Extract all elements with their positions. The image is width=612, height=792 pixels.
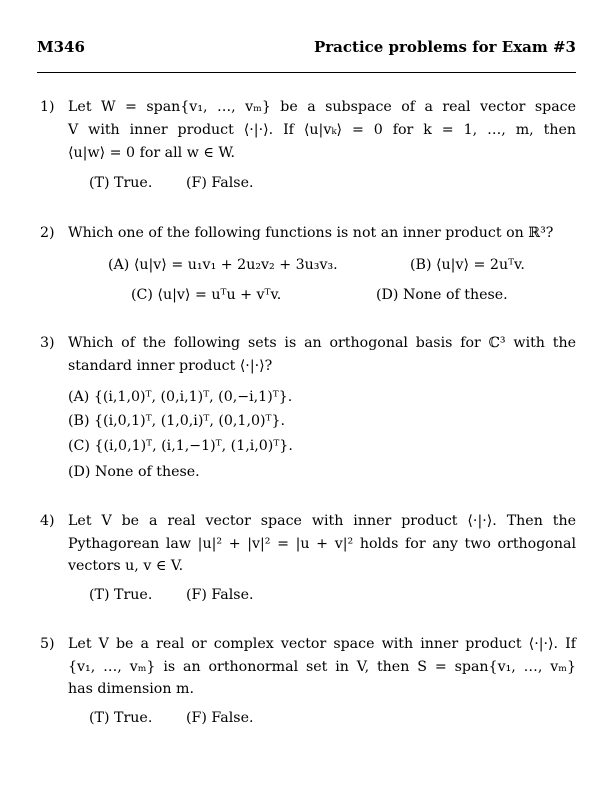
question-text: Let V be a real or complex vector space with inner product ⟨·|·⟩. If bbox=[68, 636, 576, 652]
question-number: 4) bbox=[40, 513, 55, 529]
question-text: ⟨u|w⟩ = 0 for all w ∈ W. bbox=[68, 145, 235, 161]
question-number: 5) bbox=[40, 636, 55, 652]
option-b: (B) ⟨u|v⟩ = 2uᵀv. bbox=[410, 257, 525, 273]
option-a: (A) ⟨u|v⟩ = u₁v₁ + 2u₂v₂ + 3u₃v₃. bbox=[108, 257, 338, 273]
question-text: Pythagorean law |u|² + |v|² = |u + v|² holds for any two orthogonal bbox=[68, 536, 576, 552]
question-text: V with inner product ⟨·|·⟩. If ⟨u|vₖ⟩ = 0 for k = 1, …, m, then bbox=[68, 122, 576, 138]
option-c: (C) {(i,0,1)ᵀ, (i,1,−1)ᵀ, (1,i,0)ᵀ}. bbox=[68, 438, 293, 454]
option-d: (D) None of these. bbox=[376, 287, 508, 303]
question-number: 1) bbox=[40, 99, 55, 115]
question-text: {v₁, …, vₘ} is an orthonormal set in V, then S = span{v₁, …, vₘ} bbox=[68, 659, 576, 675]
question-text: Let W = span{v₁, …, vₘ} be a subspace of a real vector space bbox=[68, 99, 576, 115]
option-false: (F) False. bbox=[186, 710, 254, 726]
option-false: (F) False. bbox=[186, 175, 254, 191]
page-title: Practice problems for Exam #3 bbox=[313, 38, 576, 56]
question-text: has dimension m. bbox=[68, 681, 194, 697]
option-a: (A) {(i,1,0)ᵀ, (0,i,1)ᵀ, (0,−i,1)ᵀ}. bbox=[68, 389, 293, 405]
option-b: (B) {(i,0,1)ᵀ, (1,0,i)ᵀ, (0,1,0)ᵀ}. bbox=[68, 413, 286, 429]
option-true: (T) True. bbox=[89, 175, 153, 191]
question-number: 2) bbox=[40, 225, 55, 241]
question-text: standard inner product ⟨·|·⟩? bbox=[68, 358, 273, 374]
question-text: Which of the following sets is an orthogonal basis for ℂ³ with the bbox=[68, 335, 576, 351]
question-text: vectors u, v ∈ V. bbox=[68, 558, 184, 574]
header-divider bbox=[37, 72, 576, 73]
option-true: (T) True. bbox=[89, 710, 153, 726]
option-c: (C) ⟨u|v⟩ = uᵀu + vᵀv. bbox=[131, 287, 282, 303]
option-false: (F) False. bbox=[186, 587, 254, 603]
option-true: (T) True. bbox=[89, 587, 153, 603]
option-d: (D) None of these. bbox=[68, 464, 200, 480]
course-code: M346 bbox=[37, 38, 85, 56]
question-number: 3) bbox=[40, 335, 55, 351]
question-text: Which one of the following functions is not an inner product on ℝ³? bbox=[68, 225, 554, 241]
question-text: Let V be a real vector space with inner product ⟨·|·⟩. Then the bbox=[68, 513, 576, 529]
